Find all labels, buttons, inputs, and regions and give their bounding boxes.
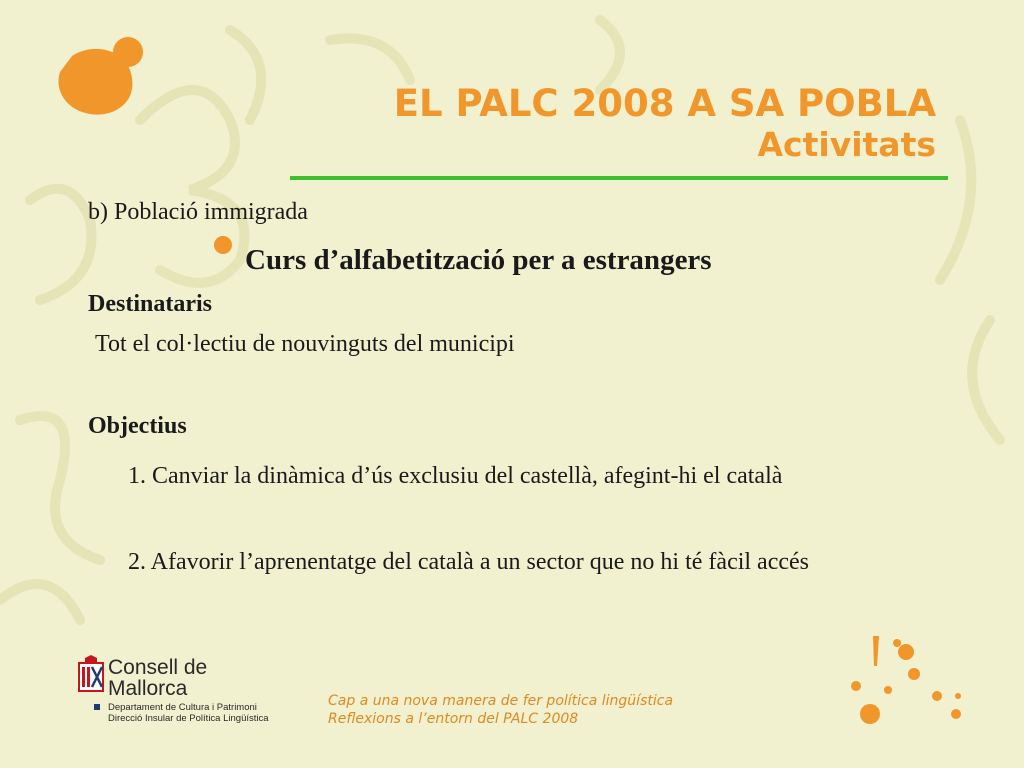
bullet-dot-icon: [214, 236, 232, 254]
logo-name-line-1: Consell de: [108, 656, 208, 679]
recipients-text: Tot el col·lectiu de nouvinguts del municipi: [95, 331, 515, 357]
slide-title: [394, 84, 936, 166]
orange-dots-decoration-bottom: [840, 630, 970, 730]
title-line-2: Activitats: [757, 125, 936, 164]
subheading: Curs d’alfabetització per a estrangers: [245, 244, 712, 276]
footer-line-1: Cap a una nova manera de fer política lingüística: [328, 693, 674, 709]
recipients-label: Destinataris: [88, 291, 212, 317]
title-divider: [290, 176, 948, 180]
title-line-1: EL PALC 2008 A SA POBLA: [393, 82, 936, 125]
logo-department-line-1: Departament de Cultura i Patrimoni: [108, 702, 257, 713]
section-heading: b) Població immigrada: [88, 199, 308, 225]
logo-department: [108, 702, 269, 724]
objective-item-1: 1. Canviar la dinàmica d’ús exclusiu del castellà, afegint-hi el català: [128, 463, 783, 489]
consell-de-mallorca-logo: [76, 655, 276, 725]
orange-dots-decoration: [0, 0, 200, 140]
logo-name-line-2: Mallorca: [108, 677, 188, 700]
logo-name: [108, 657, 207, 699]
logo-square-icon: [94, 704, 100, 710]
footer-caption: [328, 692, 673, 728]
logo-department-line-2: Direcció Insular de Política Lingüística: [108, 713, 269, 724]
coat-of-arms-icon: [76, 655, 106, 695]
footer-line-2: Reflexions a l’entorn del PALC 2008: [328, 711, 579, 727]
objectives-label: Objectius: [88, 413, 187, 439]
objective-item-2: 2. Afavorir l’aprenentatge del català a un sector que no hi té fàcil accés: [128, 549, 809, 575]
